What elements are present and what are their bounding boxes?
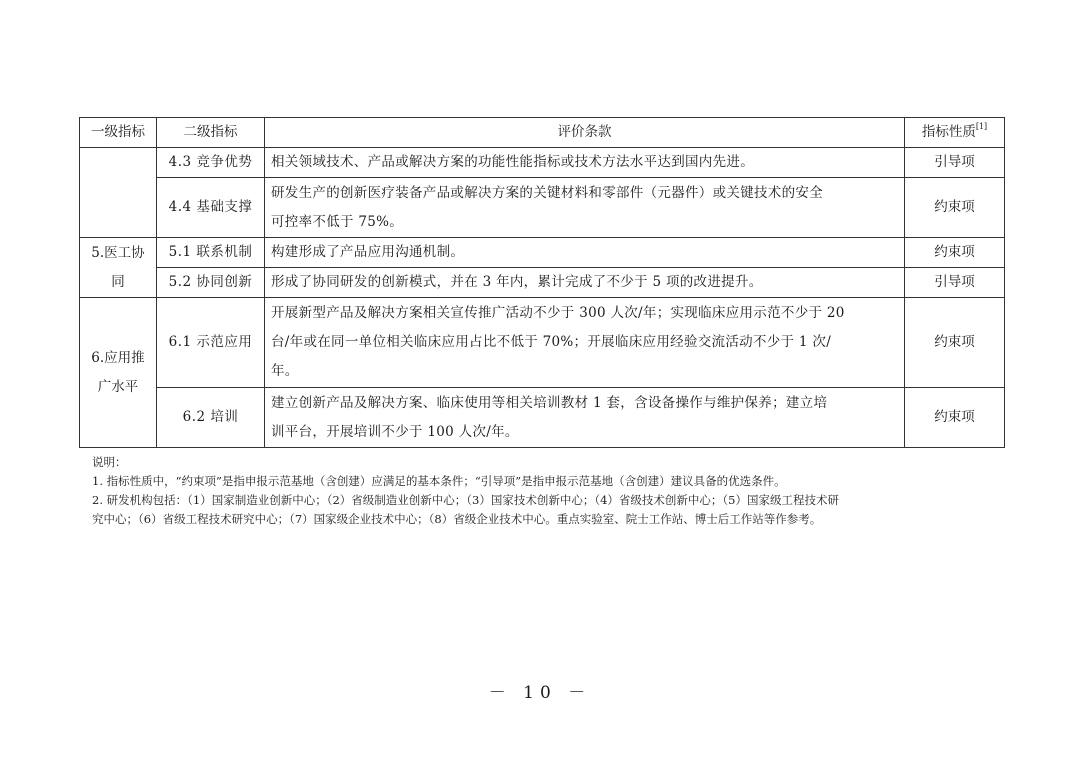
type-cell: 引导项 [905, 268, 1005, 298]
page-number: － 10 － [488, 683, 592, 703]
header-type-label: 指标性质 [921, 124, 976, 141]
clause-line: 研发生产的创新医疗装备产品或解决方案的关键材料和零部件（元器件）或关键技术的安全 [271, 184, 823, 201]
type-cell: 约束项 [905, 238, 1005, 268]
table-row [80, 148, 1005, 178]
clause-cell: 形成了协同研发的创新模式，并在 3 年内，累计完成了不少于 5 项的改进提升。 [265, 268, 905, 298]
level1-label-line: 广水平 [97, 378, 139, 395]
clause-line: 开展新型产品及解决方案相关宣传推广活动不少于 300 人次/年；实现临床应用示范不少于 20 [271, 305, 845, 321]
table-header-row [80, 118, 1005, 148]
clause-line: 年。 [271, 363, 299, 379]
header-type-footnote: [1] [975, 122, 988, 132]
table-row [80, 388, 1005, 448]
type-cell: 约束项 [905, 298, 1005, 388]
header-type [905, 118, 1005, 148]
level1-cell-group5 [80, 238, 157, 298]
header-clause: 评价条款 [265, 118, 905, 148]
clause-cell [265, 178, 905, 238]
table-row [80, 238, 1005, 268]
clause-line: 可控率不低于 75%。 [271, 213, 404, 230]
level1-label-line: 同 [111, 273, 125, 290]
type-cell: 约束项 [905, 388, 1005, 448]
note-item: 1. 指标性质中，“约束项”是指申报示范基地（含创建）应满足的基本条件；“引导项”是指申报示范基地（含创建）建议具备的优选条件。 [92, 474, 786, 488]
type-cell: 约束项 [905, 178, 1005, 238]
clause-line: 台/年或在同一单位相关临床应用占比不低于 70%；开展临床应用经验交流活动不少于 1 次/ [271, 334, 832, 350]
level1-cell-group6 [80, 298, 157, 448]
clause-cell: 构建形成了产品应用沟通机制。 [265, 238, 905, 268]
table-row [80, 298, 1005, 388]
level2-cell: 6.1 示范应用 [157, 298, 265, 388]
clause-cell [265, 388, 905, 448]
level1-label-line: 5.医工协 [91, 244, 145, 261]
type-cell: 引导项 [905, 148, 1005, 178]
clause-line: 训平台，开展培训不少于 100 人次/年。 [271, 423, 519, 440]
notes-title: 说明： [92, 455, 127, 469]
level2-cell: 4.3 竞争优势 [157, 148, 265, 178]
note-item-continuation: 究中心；（6）省级工程技术研究中心；（7）国家级企业技术中心；（8）省级企业技术中心。重点实验室、院士工作站、博士后工作站等作参考。 [92, 512, 822, 526]
table-row [80, 178, 1005, 238]
note-item: 2. 研发机构包括：（1）国家制造业创新中心；（2）省级制造业创新中心；（3）国家技术创新中心；（4）省级技术创新中心；（5）国家级工程技术研 [92, 493, 839, 507]
clause-cell [265, 298, 905, 388]
level2-cell: 5.2 协同创新 [157, 268, 265, 298]
clause-line: 建立创新产品及解决方案、临床使用等相关培训教材 1 套，含设备操作与维护保养；建立培 [271, 394, 828, 411]
level2-cell: 4.4 基础支撑 [157, 178, 265, 238]
level2-cell: 6.2 培训 [157, 388, 265, 448]
header-level1: 一级指标 [80, 118, 157, 148]
level1-cell-empty [80, 148, 157, 238]
level1-label-line: 6.应用推 [91, 349, 145, 366]
header-level2: 二级指标 [157, 118, 265, 148]
table-row [80, 268, 1005, 298]
clause-cell: 相关领域技术、产品或解决方案的功能性能指标或技术方法水平达到国内先进。 [265, 148, 905, 178]
notes-section [92, 453, 992, 529]
indicator-table [79, 117, 1005, 448]
level2-cell: 5.1 联系机制 [157, 238, 265, 268]
